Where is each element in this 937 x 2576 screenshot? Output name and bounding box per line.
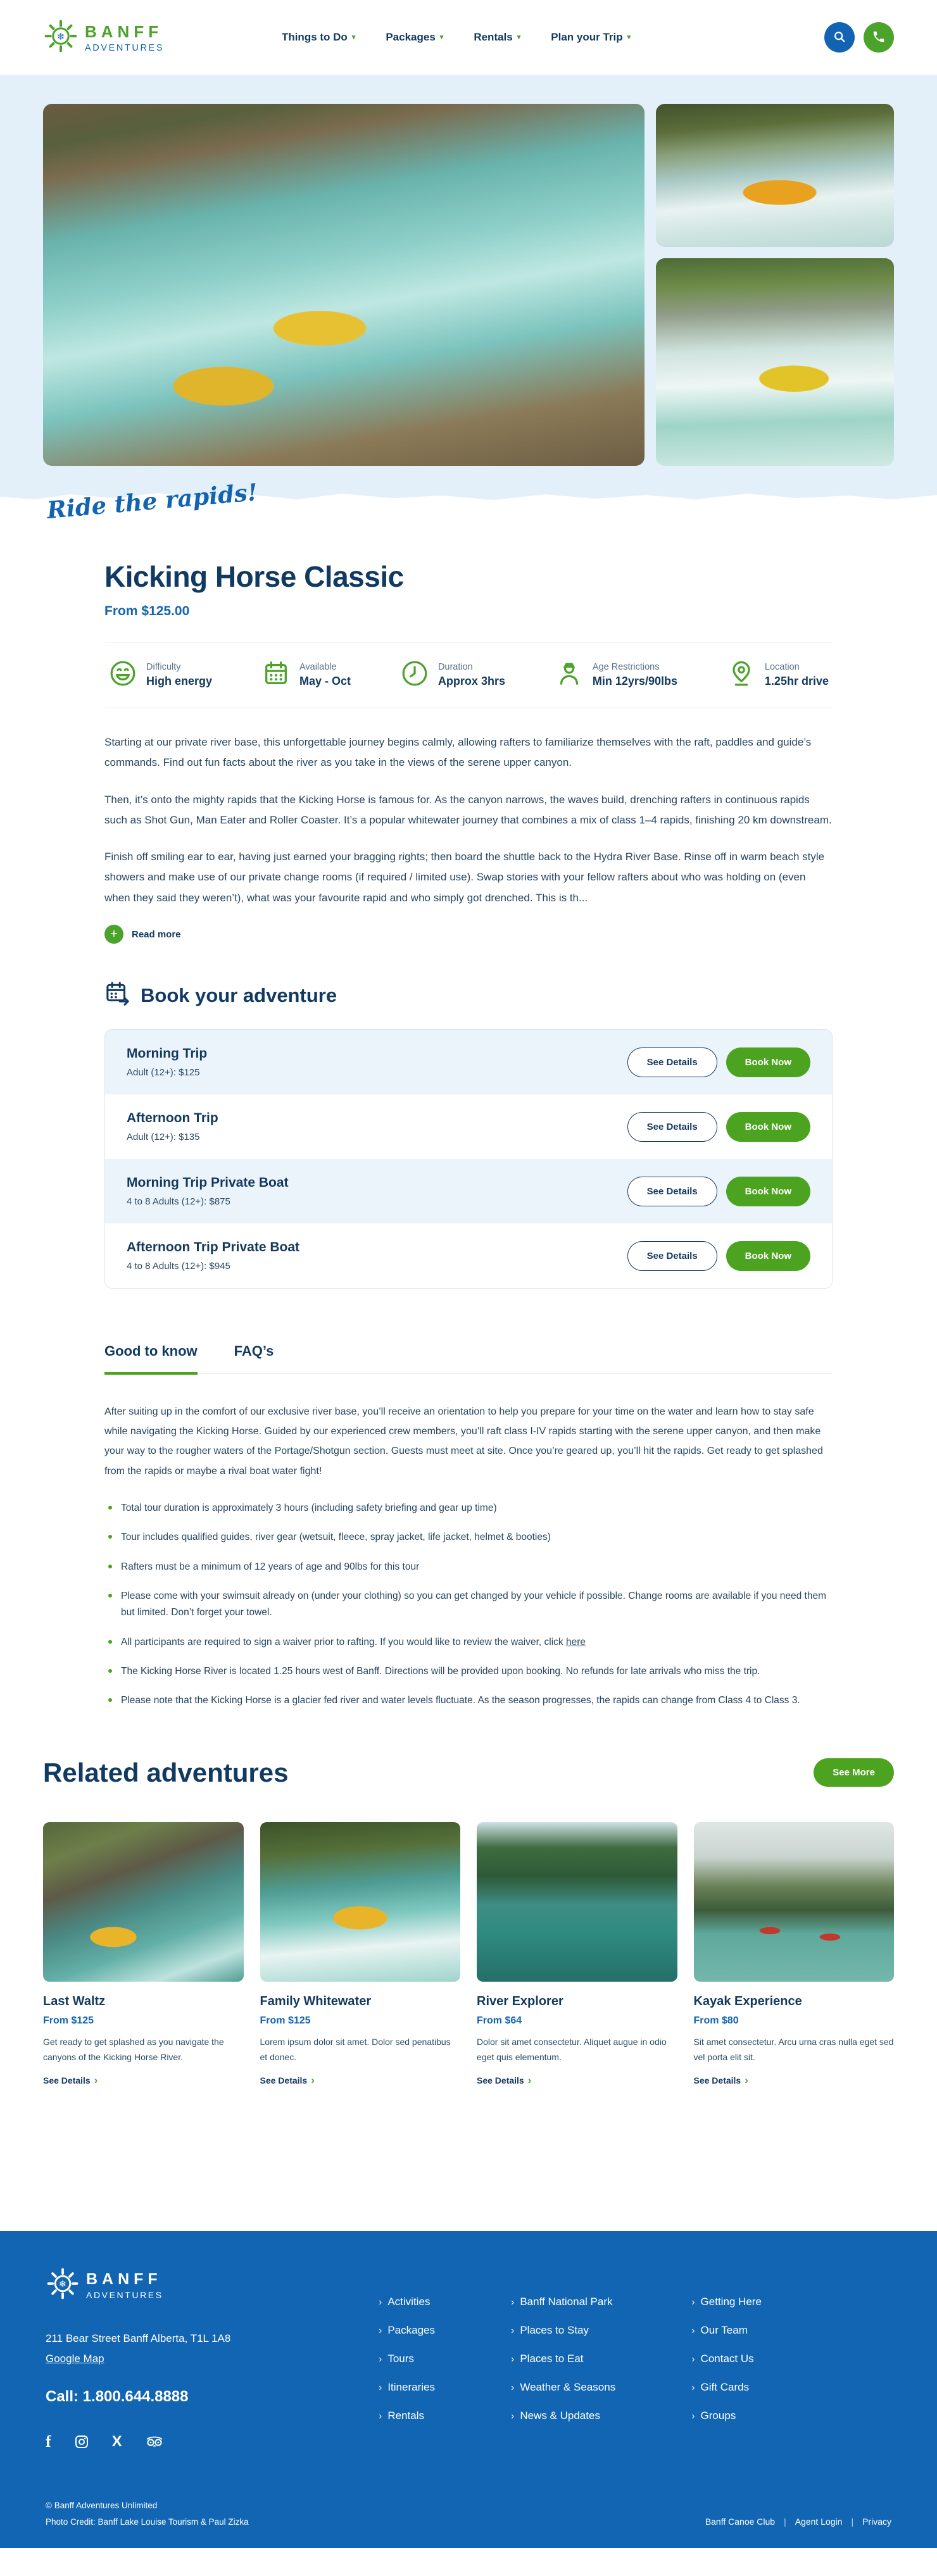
plus-icon: + bbox=[104, 925, 123, 944]
footer-link[interactable] bbox=[511, 2353, 615, 2365]
list-item bbox=[104, 1500, 833, 1516]
card-price: From $125 bbox=[43, 2015, 94, 2026]
footer-link[interactable] bbox=[379, 2296, 435, 2308]
see-details-label: See Details bbox=[260, 2075, 308, 2085]
main-nav bbox=[282, 31, 707, 44]
booking-row bbox=[105, 1159, 832, 1223]
related-adventures-section bbox=[43, 1758, 894, 2087]
adventure-card-last-waltz[interactable] bbox=[43, 1822, 244, 2087]
list-item-text: Rafters must be a minimum of 12 years of age and 90lbs for this tour bbox=[121, 1561, 420, 1572]
agent-login-link[interactable]: Agent Login bbox=[795, 2517, 843, 2527]
fact-label: Available bbox=[299, 662, 337, 672]
footer-link[interactable] bbox=[691, 2353, 762, 2365]
chevron-down-icon: ▾ bbox=[439, 33, 444, 41]
card-price: From $125 bbox=[260, 2015, 311, 2026]
location-pin-icon bbox=[727, 659, 756, 691]
copyright: © Banff Adventures Unlimited bbox=[46, 2501, 158, 2511]
list-item bbox=[104, 1663, 833, 1680]
see-details-button[interactable]: See Details bbox=[627, 1177, 717, 1206]
instagram-icon[interactable] bbox=[74, 2434, 89, 2449]
nav-plan-your-trip[interactable] bbox=[551, 31, 631, 44]
smiley-face-icon bbox=[108, 659, 137, 691]
phone-icon bbox=[872, 30, 886, 46]
footer-link-label: Places to Eat bbox=[520, 2352, 584, 2365]
footer-link[interactable] bbox=[379, 2410, 435, 2422]
related-header bbox=[43, 1758, 894, 1788]
booking-row-info bbox=[127, 1175, 289, 1207]
see-more-button[interactable]: See More bbox=[814, 1758, 894, 1787]
calendar-arrow-icon bbox=[104, 980, 131, 1010]
list-item-text: Please come with your swimsuit already on (under your clothing) so you can get changed by your vehicle if possible. Change rooms are available if you need them but limited. Don’t forget your towel. bbox=[121, 1590, 827, 1618]
footer-link[interactable] bbox=[379, 2381, 435, 2394]
see-details-link[interactable] bbox=[43, 2074, 244, 2087]
related-cards bbox=[43, 1822, 894, 2087]
footer-link-label: Places to Stay bbox=[520, 2323, 589, 2336]
adventure-card-kayak-experience[interactable] bbox=[694, 1822, 895, 2087]
booking-row-actions bbox=[627, 1047, 810, 1077]
read-more-label: Read more bbox=[132, 928, 181, 940]
hero-tagline: Ride the rapids! bbox=[46, 478, 259, 524]
trip-price: 4 to 8 Adults (12+): $875 bbox=[127, 1196, 230, 1208]
logo-line1: BANFF bbox=[85, 22, 163, 41]
description-paragraph: Starting at our private river base, this unforgettable journey begins calmly, allowing rafters to familiarize themselves with the raft, paddles and guide’s commands. Find out fun facts about the river as you take in the views of the serene upper canyon. bbox=[104, 736, 812, 769]
card-title: Last Waltz bbox=[43, 1994, 106, 2008]
sun-snowflake-logo-icon bbox=[43, 18, 79, 57]
trip-name: Afternoon Trip bbox=[127, 1111, 218, 1126]
list-item bbox=[104, 1634, 833, 1651]
booking-card bbox=[104, 1029, 833, 1289]
tab-good-to-know[interactable]: Good to know bbox=[104, 1343, 198, 1375]
footer bbox=[0, 2231, 937, 2549]
logo-line2: ADVENTURES bbox=[86, 2289, 163, 2300]
chevron-right-icon: › bbox=[379, 2325, 382, 2336]
chevron-right-icon: › bbox=[379, 2382, 382, 2393]
footer-link-label: Packages bbox=[387, 2323, 435, 2336]
footer-address: 211 Bear Street Banff Alberta, T1L 1A8 bbox=[46, 2332, 231, 2344]
separator: | bbox=[851, 2517, 854, 2527]
description-paragraph: Then, it’s onto the mighty rapids that the Kicking Horse is famous for. As the canyon narrows, the waves build, drenching rafters in continuous rapids such as Shot Gun, Man Eater and Roller Coaster. It’s a popular whitewater journey that combines a mix of class 1–4 rapids, finishing 20 km downstream. bbox=[104, 793, 832, 826]
nav-label: Plan your Trip bbox=[551, 31, 623, 43]
fact-difficulty bbox=[108, 659, 212, 691]
fact-duration bbox=[400, 659, 505, 691]
footer-link[interactable] bbox=[511, 2410, 615, 2422]
search-icon bbox=[833, 30, 846, 46]
booking-heading bbox=[104, 980, 833, 1010]
booking-title: Book your adventure bbox=[141, 984, 337, 1006]
chevron-right-icon: › bbox=[94, 2073, 98, 2086]
chevron-right-icon: › bbox=[511, 2296, 515, 2308]
footer-link[interactable] bbox=[691, 2410, 762, 2422]
chevron-right-icon: › bbox=[511, 2382, 515, 2393]
see-details-link[interactable] bbox=[260, 2074, 461, 2087]
book-now-button[interactable]: Book Now bbox=[726, 1241, 810, 1271]
chevron-right-icon: › bbox=[311, 2073, 315, 2086]
fact-value: Min 12yrs/90lbs bbox=[592, 675, 677, 687]
card-image bbox=[477, 1822, 677, 1982]
svg-text:❄: ❄ bbox=[56, 31, 65, 42]
booking-row-actions bbox=[627, 1241, 810, 1271]
see-details-button[interactable]: See Details bbox=[627, 1047, 717, 1077]
logo-line1: BANFF bbox=[86, 2270, 162, 2288]
see-details-button[interactable]: See Details bbox=[627, 1241, 717, 1271]
info-tabs bbox=[104, 1343, 833, 1374]
fact-value: May - Oct bbox=[299, 675, 351, 687]
footer-link[interactable] bbox=[691, 2296, 762, 2308]
tripadvisor-icon[interactable] bbox=[145, 2434, 164, 2449]
google-map-link[interactable]: Google Map bbox=[46, 2353, 104, 2365]
footer-link-label: News & Updates bbox=[520, 2409, 600, 2422]
related-title: Related adventures bbox=[43, 1757, 289, 1787]
footer-link[interactable] bbox=[511, 2381, 615, 2394]
footer-link[interactable] bbox=[691, 2381, 762, 2394]
card-description: Get ready to get splashed as you navigate the canyons of the Kicking Horse River. bbox=[43, 2036, 224, 2063]
card-image bbox=[694, 1822, 895, 1982]
list-item bbox=[104, 1529, 833, 1546]
hero-image-column bbox=[656, 104, 894, 466]
header bbox=[0, 0, 937, 75]
chevron-right-icon: › bbox=[745, 2073, 748, 2086]
list-item bbox=[104, 1559, 833, 1575]
card-description: Sit amet consectetur. Arcu urna cras nulla eget sed vel porta elit sit. bbox=[693, 2036, 894, 2063]
photo-credit: Photo Credit: Banff Lake Louise Tourism & Paul Zizka bbox=[46, 2517, 249, 2527]
tab-faqs[interactable]: FAQ’s bbox=[234, 1343, 274, 1360]
fact-age-restrictions bbox=[555, 659, 677, 691]
social-links bbox=[46, 2432, 318, 2451]
see-details-label: See Details bbox=[477, 2075, 524, 2085]
card-image bbox=[43, 1822, 244, 1982]
footer-logo[interactable] bbox=[46, 2267, 318, 2304]
person-icon bbox=[555, 659, 584, 691]
fact-location bbox=[727, 659, 829, 691]
footer-column-2 bbox=[511, 2296, 615, 2452]
nav-label: Things to Do bbox=[281, 31, 348, 43]
footer-contact bbox=[46, 2267, 318, 2452]
description-paragraph: Finish off smiling ear to ear, having just earned your bragging rights; then board the shuttle back to the Hydra River Base. Rinse off in warm beach style showers and make use of our private change rooms (if required / limited use). Swap stories with your fellow rafters about who was holding on (even when they said they weren’t), what was your favourite rapid and who simply got drenched. This is th... bbox=[104, 851, 825, 904]
book-now-button[interactable]: Book Now bbox=[726, 1112, 810, 1142]
hero-image-main bbox=[43, 104, 645, 466]
chevron-down-icon: ▾ bbox=[517, 33, 521, 41]
list-item-text: Please note that the Kicking Horse is a glacier fed river and water levels fluctuate. As the season progresses, the rapids can change from Class 4 to Class 3. bbox=[121, 1695, 800, 1706]
page-title: Kicking Horse Classic bbox=[104, 560, 404, 593]
booking-row bbox=[105, 1223, 832, 1288]
adventure-card-family-whitewater[interactable] bbox=[260, 1822, 461, 2087]
footer-link[interactable] bbox=[691, 2324, 762, 2337]
card-title: Kayak Experience bbox=[693, 1994, 802, 2008]
footer-bottom-links bbox=[705, 2517, 891, 2527]
hero-image-top bbox=[656, 104, 894, 247]
facebook-icon[interactable]: f bbox=[46, 2432, 51, 2451]
footer-top bbox=[46, 2267, 891, 2452]
footer-link[interactable] bbox=[379, 2324, 435, 2337]
booking-row bbox=[105, 1094, 832, 1159]
header-actions bbox=[824, 22, 894, 53]
footer-link-label: Banff National Park bbox=[520, 2295, 613, 2308]
trip-name: Afternoon Trip Private Boat bbox=[127, 1240, 300, 1255]
list-item bbox=[104, 1588, 833, 1622]
logo-wordmark bbox=[85, 22, 164, 53]
svg-text:❄: ❄ bbox=[58, 2279, 67, 2290]
footer-link[interactable] bbox=[511, 2324, 615, 2337]
footer-link-label: Weather & Seasons bbox=[520, 2380, 616, 2393]
footer-legal bbox=[46, 2501, 249, 2527]
card-price: From $80 bbox=[693, 2015, 739, 2026]
product-content bbox=[104, 505, 833, 1710]
see-details-label: See Details bbox=[43, 2075, 91, 2085]
see-details-link[interactable] bbox=[477, 2074, 677, 2087]
facts-row bbox=[104, 642, 833, 708]
trip-price: Adult (12+): $125 bbox=[127, 1067, 200, 1079]
fact-available bbox=[261, 659, 351, 691]
card-image bbox=[260, 1822, 461, 1982]
tab-content bbox=[104, 1374, 833, 1710]
footer-link-label: Rentals bbox=[387, 2409, 424, 2422]
footer-link-columns bbox=[379, 2296, 762, 2452]
fact-value: Approx 3hrs bbox=[437, 675, 505, 687]
footer-phone[interactable]: Call: 1.800.644.8888 bbox=[46, 2388, 189, 2406]
fact-label: Duration bbox=[437, 662, 473, 672]
card-description: Lorem ipsum dolor sit amet. Dolor sed penatibus et donec. bbox=[260, 2036, 451, 2063]
booking-row-actions bbox=[627, 1112, 810, 1142]
chevron-right-icon: › bbox=[691, 2382, 695, 2393]
footer-link-label: Activities bbox=[387, 2295, 431, 2308]
chevron-right-icon: › bbox=[691, 2353, 695, 2365]
chevron-right-icon: › bbox=[511, 2410, 515, 2422]
waiver-link[interactable]: here bbox=[565, 1636, 586, 1648]
footer-link-label: Our Team bbox=[700, 2323, 748, 2336]
chevron-right-icon: › bbox=[691, 2296, 695, 2308]
book-now-button[interactable]: Book Now bbox=[726, 1047, 810, 1077]
card-title: Family Whitewater bbox=[260, 1994, 372, 2008]
booking-row bbox=[105, 1030, 832, 1094]
fact-value: High energy bbox=[146, 675, 213, 687]
footer-logo-wordmark bbox=[86, 2270, 163, 2300]
list-item-text: Total tour duration is approximately 3 hours (including safety briefing and gear up time) bbox=[121, 1502, 497, 1513]
fact-label: Age Restrictions bbox=[592, 662, 660, 672]
separator: | bbox=[784, 2517, 786, 2527]
calendar-icon bbox=[261, 659, 291, 691]
hero-image-bottom bbox=[656, 258, 894, 466]
description bbox=[104, 708, 833, 908]
footer-link-label: Gift Cards bbox=[700, 2380, 750, 2393]
trip-name: Morning Trip bbox=[127, 1046, 208, 1061]
booking-row-info bbox=[127, 1111, 218, 1142]
adventure-card-river-explorer[interactable] bbox=[477, 1822, 677, 2087]
trip-price: 4 to 8 Adults (12+): $945 bbox=[127, 1261, 230, 1272]
see-details-label: See Details bbox=[693, 2075, 741, 2085]
chevron-right-icon: › bbox=[511, 2353, 515, 2365]
list-item-text: Tour includes qualified guides, river gear (wetsuit, fleece, spray jacket, life jacket, helmet & booties) bbox=[121, 1532, 551, 1543]
trip-price: Adult (12+): $135 bbox=[127, 1132, 200, 1143]
chevron-right-icon: › bbox=[379, 2353, 382, 2365]
chevron-down-icon: ▾ bbox=[351, 33, 356, 41]
chevron-right-icon: › bbox=[511, 2325, 515, 2336]
booking-row-info bbox=[127, 1240, 299, 1272]
price-from: From $125.00 bbox=[104, 604, 190, 618]
hero-image-grid bbox=[43, 104, 894, 466]
banff-canoe-club-link[interactable]: Banff Canoe Club bbox=[705, 2517, 776, 2527]
card-price: From $64 bbox=[477, 2015, 522, 2026]
good-to-know-list bbox=[104, 1500, 833, 1710]
banff-logo[interactable] bbox=[43, 18, 164, 57]
booking-row-actions bbox=[627, 1177, 810, 1206]
chevron-right-icon: › bbox=[379, 2410, 382, 2422]
phone-button[interactable] bbox=[864, 22, 894, 53]
footer-link-label: Itineraries bbox=[387, 2380, 435, 2393]
list-item-text: All participants are required to sign a waiver prior to rafting. If you would like to review the waiver, click bbox=[121, 1636, 566, 1648]
footer-column-3 bbox=[691, 2296, 762, 2452]
card-title: River Explorer bbox=[477, 1994, 563, 2008]
logo-line2: ADVENTURES bbox=[85, 42, 165, 53]
nav-label: Rentals bbox=[474, 31, 513, 43]
list-item bbox=[104, 1692, 833, 1709]
chevron-right-icon: › bbox=[691, 2325, 695, 2336]
tab-intro: After suiting up in the comfort of our exclusive river base, you’ll receive an orientation to help you prepare for your time on the water and learn how to stay safe while navigating the Kicking Horse. Guided by our experienced crew members, you’ll raft class I-IV rapids starting with the serene upper canyon, and then make your way to the rougher waters of the Portage/Shotgun section. Guests must meet at site. Once you’re geared up, you’ll hit the rapids. Get ready to get splashed from the rapids or maybe a rival boat water fight! bbox=[104, 1406, 823, 1477]
footer-link-label: Groups bbox=[700, 2409, 736, 2422]
read-more-button[interactable] bbox=[104, 925, 833, 944]
footer-link-label: Getting Here bbox=[700, 2295, 762, 2308]
sun-snowflake-logo-icon bbox=[46, 2267, 80, 2304]
title-block bbox=[104, 505, 833, 619]
chevron-right-icon: › bbox=[691, 2410, 695, 2422]
hero-section bbox=[0, 75, 937, 524]
see-details-link[interactable] bbox=[694, 2074, 895, 2087]
chevron-right-icon: › bbox=[379, 2296, 382, 2308]
nav-label: Packages bbox=[386, 31, 436, 43]
footer-link-label: Tours bbox=[387, 2352, 414, 2365]
search-button[interactable] bbox=[824, 22, 855, 53]
footer-bottom bbox=[46, 2501, 891, 2527]
privacy-link[interactable]: Privacy bbox=[862, 2517, 891, 2527]
nav-rentals[interactable] bbox=[474, 31, 520, 44]
chevron-down-icon: ▾ bbox=[627, 33, 631, 41]
footer-link-label: Contact Us bbox=[700, 2352, 754, 2365]
fact-label: Location bbox=[764, 662, 800, 672]
fact-value: 1.25hr drive bbox=[764, 675, 829, 687]
fact-label: Difficulty bbox=[146, 662, 181, 672]
x-twitter-icon[interactable]: X bbox=[111, 2433, 122, 2451]
trip-name: Morning Trip Private Boat bbox=[127, 1175, 289, 1191]
nav-packages[interactable] bbox=[386, 31, 443, 44]
nav-things-to-do[interactable] bbox=[282, 31, 355, 44]
footer-link[interactable] bbox=[511, 2296, 615, 2308]
see-details-button[interactable]: See Details bbox=[627, 1112, 717, 1142]
booking-row-info bbox=[127, 1046, 207, 1078]
clock-icon bbox=[400, 659, 429, 691]
book-now-button[interactable]: Book Now bbox=[726, 1177, 810, 1206]
chevron-right-icon: › bbox=[527, 2073, 532, 2086]
footer-link[interactable] bbox=[379, 2353, 435, 2365]
list-item-text: The Kicking Horse River is located 1.25 hours west of Banff. Directions will be provided upon booking. No refunds for late arrivals who miss the trip. bbox=[121, 1665, 760, 1677]
footer-column-1 bbox=[379, 2296, 435, 2452]
card-description: Dolor sit amet consectetur. Aliquet augue in odio eget quis elementum. bbox=[477, 2036, 667, 2063]
